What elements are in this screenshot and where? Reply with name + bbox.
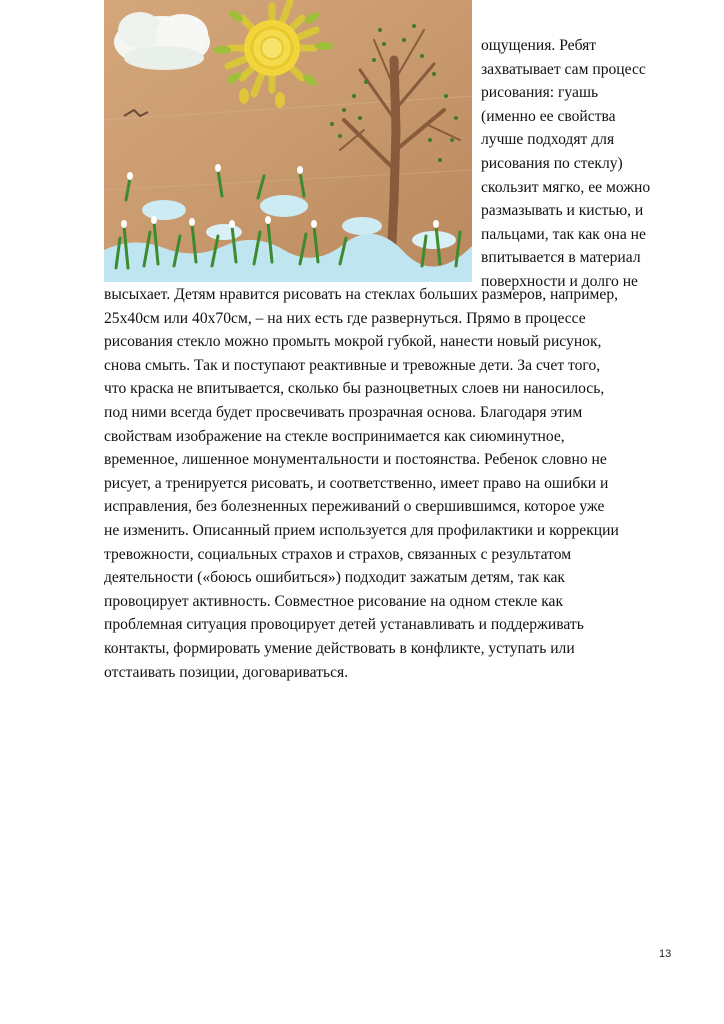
wrapped-paragraph-beside-photo <box>481 34 711 294</box>
text-line: провоцирует активность. Совместное рисование на одном стекле как <box>104 592 564 610</box>
text-line: исправления, без болезненных переживаний о свершившимся, которое уже <box>104 498 605 516</box>
text-line: 25х40см или 40х70см, – на них есть где развернуться. Прямо в процессе <box>104 309 586 327</box>
text-line: лучше подходят для <box>481 131 615 149</box>
text-line: рисования по стеклу) <box>481 154 623 172</box>
text-line: свойствам изображение на стекле воспринимается как сиюминутное, <box>104 427 565 445</box>
text-line: поверхности и долго не <box>481 272 638 290</box>
text-line: захватывает сам процесс <box>481 60 646 78</box>
text-line: не изменить. Описанный прием используется для профилактики и коррекции <box>104 521 619 539</box>
cloud-shape <box>114 12 210 70</box>
text-line: временное, лишенное монументальности и постоянства. Ребенок словно не <box>104 451 607 469</box>
text-line: деятельности («боюсь ошибиться») подходит зажатым детям, так как <box>104 569 565 587</box>
text-line: под ними всегда будет просвечивать прозрачная основа. Благодаря этим <box>104 403 583 421</box>
text-line: тревожности, социальных страхов и страхов, связанных с результатом <box>104 545 572 563</box>
photo-illustration <box>104 0 472 282</box>
text-line: отстаивать позиции, договариваться. <box>104 663 349 681</box>
text-line: пальцами, так как она не <box>481 225 646 243</box>
body-paragraph <box>104 283 694 684</box>
text-line: снова смыть. Так и поступают реактивные и тревожные дети. За счет того, <box>104 356 601 374</box>
text-line: размазывать и кистью, и <box>481 202 644 220</box>
text-line: рисует, а тренируется рисовать, и соответственно, имеет право на ошибки и <box>104 474 609 492</box>
text-line: рисования стекло можно промыть мокрой губкой, нанести новый рисунок, <box>104 333 602 351</box>
text-line: скользит мягко, ее можно <box>481 178 651 196</box>
glass-painting-photo <box>104 0 472 282</box>
text-line: ощущения. Ребят <box>481 37 597 54</box>
text-line: проблемная ситуация провоцирует детей устанавливать и поддерживать <box>104 616 584 634</box>
page-number: 13 <box>659 948 672 960</box>
text-line: впитывается в материал <box>481 249 641 267</box>
text-line: (именно ее свойства <box>481 107 616 125</box>
text-line: контакты, формировать умение действовать в конфликте, уступать или <box>104 639 575 657</box>
text-line: высыхает. Детям нравится рисовать на стеклах больших размеров, например, <box>104 286 619 303</box>
text-line: рисования: гуашь <box>481 84 599 102</box>
text-line: что краска не впитывается, сколько бы разноцветных слоев ни наносилось, <box>104 380 605 398</box>
